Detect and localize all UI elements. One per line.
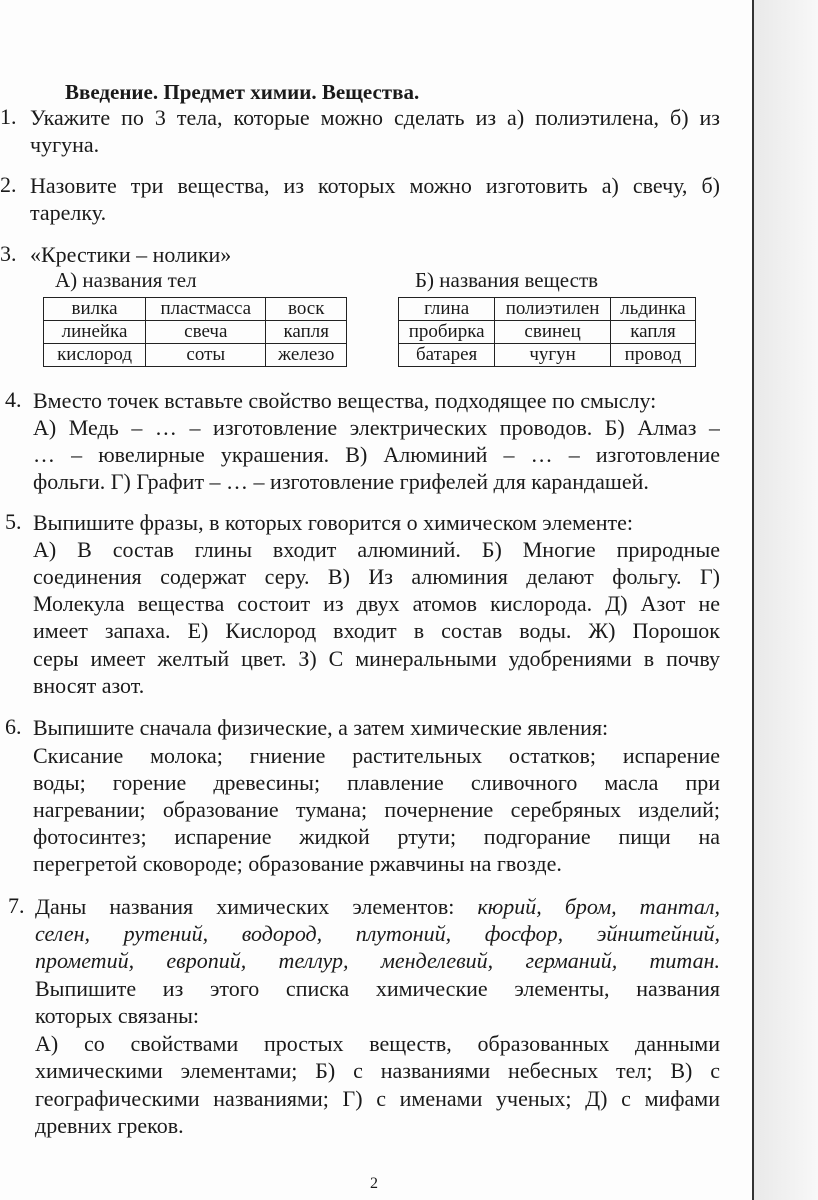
table-row [399, 321, 696, 344]
element-names: прометий, европий, теллур, менделевий, германий, титан. [35, 948, 720, 973]
table-cell: глина [399, 298, 495, 321]
table-row [399, 344, 696, 367]
page-edge [752, 0, 754, 1200]
item-number: 3. [0, 241, 17, 266]
text-line [33, 590, 720, 617]
table-cell: батарея [399, 344, 495, 367]
line-text: Выпишите фразы, в которых говорится о химическом элементе: [33, 510, 634, 535]
line-text: А) Медь – … – изготовление электрических проводов. Б) Алмаз – [33, 415, 720, 440]
line-text: … – ювелирные украшения. В) Алюминий – … – изготовление [33, 442, 720, 467]
text-line [35, 1112, 720, 1139]
line-text: воды; горение древесины; плавление сливочного масла при [33, 770, 720, 795]
text-line [35, 920, 720, 947]
section-title: Введение. Предмет химии. Вещества. [65, 80, 420, 104]
table-cell: свеча [146, 321, 266, 344]
line-text: перегретой сковороде; образование ржавчины на гвозде. [33, 851, 562, 876]
line-text: Скисание молока; гниение растительных остатков; испарение [33, 743, 720, 768]
item-number: 5. [5, 509, 22, 534]
text-line [33, 742, 720, 769]
item-number: 2. [0, 172, 17, 197]
table-cell: линейка [44, 321, 146, 344]
text-line [30, 172, 720, 199]
text-line [30, 131, 720, 158]
item-number: 1. [0, 104, 17, 129]
line-text: Назовите три вещества, из которых можно изготовить а) свечу, б) [30, 173, 720, 198]
table-b-caption: Б) названия веществ [415, 268, 599, 292]
table-cell: соты [146, 344, 266, 367]
line-text: древних греков. [35, 1113, 184, 1138]
text-line [35, 1085, 720, 1112]
line-text: Молекула вещества состоит из двух атомов кислорода. Д) Азот не [33, 591, 720, 616]
table-cell: пробирка [399, 321, 495, 344]
text-line [33, 672, 720, 699]
table-cell: льдинка [610, 298, 695, 321]
element-names: кюрий, бром, тантал, [477, 894, 720, 919]
text-line [35, 1002, 720, 1029]
text-line [33, 714, 720, 741]
text-line [35, 947, 720, 974]
line-text: серы имеет желтый цвет. З) С минеральными удобрениями в почву [33, 646, 720, 671]
line-text: фольги. Г) Графит – … – изготовление грифелей для карандашей. [33, 469, 649, 494]
line-text: «Крестики – нолики» [30, 242, 232, 267]
text-line [33, 387, 720, 414]
text-line [33, 823, 720, 850]
line-text: Выпишите сначала физические, а затем химические явления: [33, 715, 609, 740]
line-text: химическими элементами; Б) с названиями небесных тел; В) с [35, 1058, 720, 1083]
line-text: Укажите по 3 тела, которые можно сделать из а) полиэтилена, б) из [30, 105, 720, 130]
table-cell: свинец [495, 321, 611, 344]
text-line [30, 199, 720, 226]
line-text: которых связаны: [35, 1003, 199, 1028]
line-text: фотосинтез; испарение жидкой ртути; подгорание пищи на [33, 824, 720, 849]
line-text: А) В состав глины входит алюминий. Б) Многие природные [33, 537, 720, 562]
text-line [33, 509, 720, 536]
text-line [33, 796, 720, 823]
table-cell: чугун [495, 344, 611, 367]
line-text: вносят азот. [33, 673, 145, 698]
table-cell: капля [610, 321, 695, 344]
text-line [35, 975, 720, 1002]
table-cell: воск [266, 298, 347, 321]
line-text: А) со свойствами простых веществ, образованных данными [35, 1031, 720, 1056]
page-shadow [754, 0, 818, 1200]
table-a-caption: А) названия тел [55, 268, 197, 292]
table-row [44, 321, 347, 344]
table-cell: вилка [44, 298, 146, 321]
text-line [33, 645, 720, 672]
text-line [30, 241, 720, 268]
text-line [33, 536, 720, 563]
text-line [35, 1030, 720, 1057]
table-cell: кислород [44, 344, 146, 367]
item-number: 6. [5, 714, 22, 739]
line-text: тарелку. [30, 200, 107, 225]
text-line [30, 104, 720, 131]
line-text: Вместо точек вставьте свойство вещества, подходящее по смыслу: [33, 388, 657, 413]
table-row [399, 298, 696, 321]
table-substances [398, 297, 696, 367]
line-text: Выпишите из этого списка химические элементы, названия [35, 976, 720, 1001]
text-line [35, 1057, 720, 1084]
table-cell: полиэтилен [495, 298, 611, 321]
text-line [33, 563, 720, 590]
text-line [33, 850, 720, 877]
item-number: 7. [8, 893, 25, 918]
line-text: соединения содержат серу. В) Из алюминия делают фольгу. Г) [33, 564, 720, 589]
line-text: нагревании; образование тумана; почернение серебряных изделий; [33, 797, 720, 822]
text-line [33, 441, 720, 468]
table-cell: провод [610, 344, 695, 367]
text-line [33, 414, 720, 441]
table-cell: капля [266, 321, 347, 344]
item-number: 4. [5, 387, 22, 412]
table-bodies [43, 297, 347, 367]
table-cell: железо [266, 344, 347, 367]
line-text: имеет запаха. Е) Кислород входит в состав воды. Ж) Порошок [33, 618, 720, 643]
table-cell: пластмасса [146, 298, 266, 321]
text-line [35, 893, 720, 920]
table-row [44, 344, 347, 367]
line-text: чугуна. [30, 132, 100, 157]
element-names: селен, рутений, водород, плутоний, фосфор, эйнштейний, [35, 921, 720, 946]
text-line [33, 617, 720, 644]
line-text: географическими названиями; Г) с именами ученых; Д) с мифами [35, 1086, 720, 1111]
page-number: 2 [370, 1175, 378, 1192]
text-line [33, 769, 720, 796]
text-line [33, 468, 720, 495]
line-text: Даны названия химических элементов: [35, 894, 478, 919]
table-row [44, 298, 347, 321]
